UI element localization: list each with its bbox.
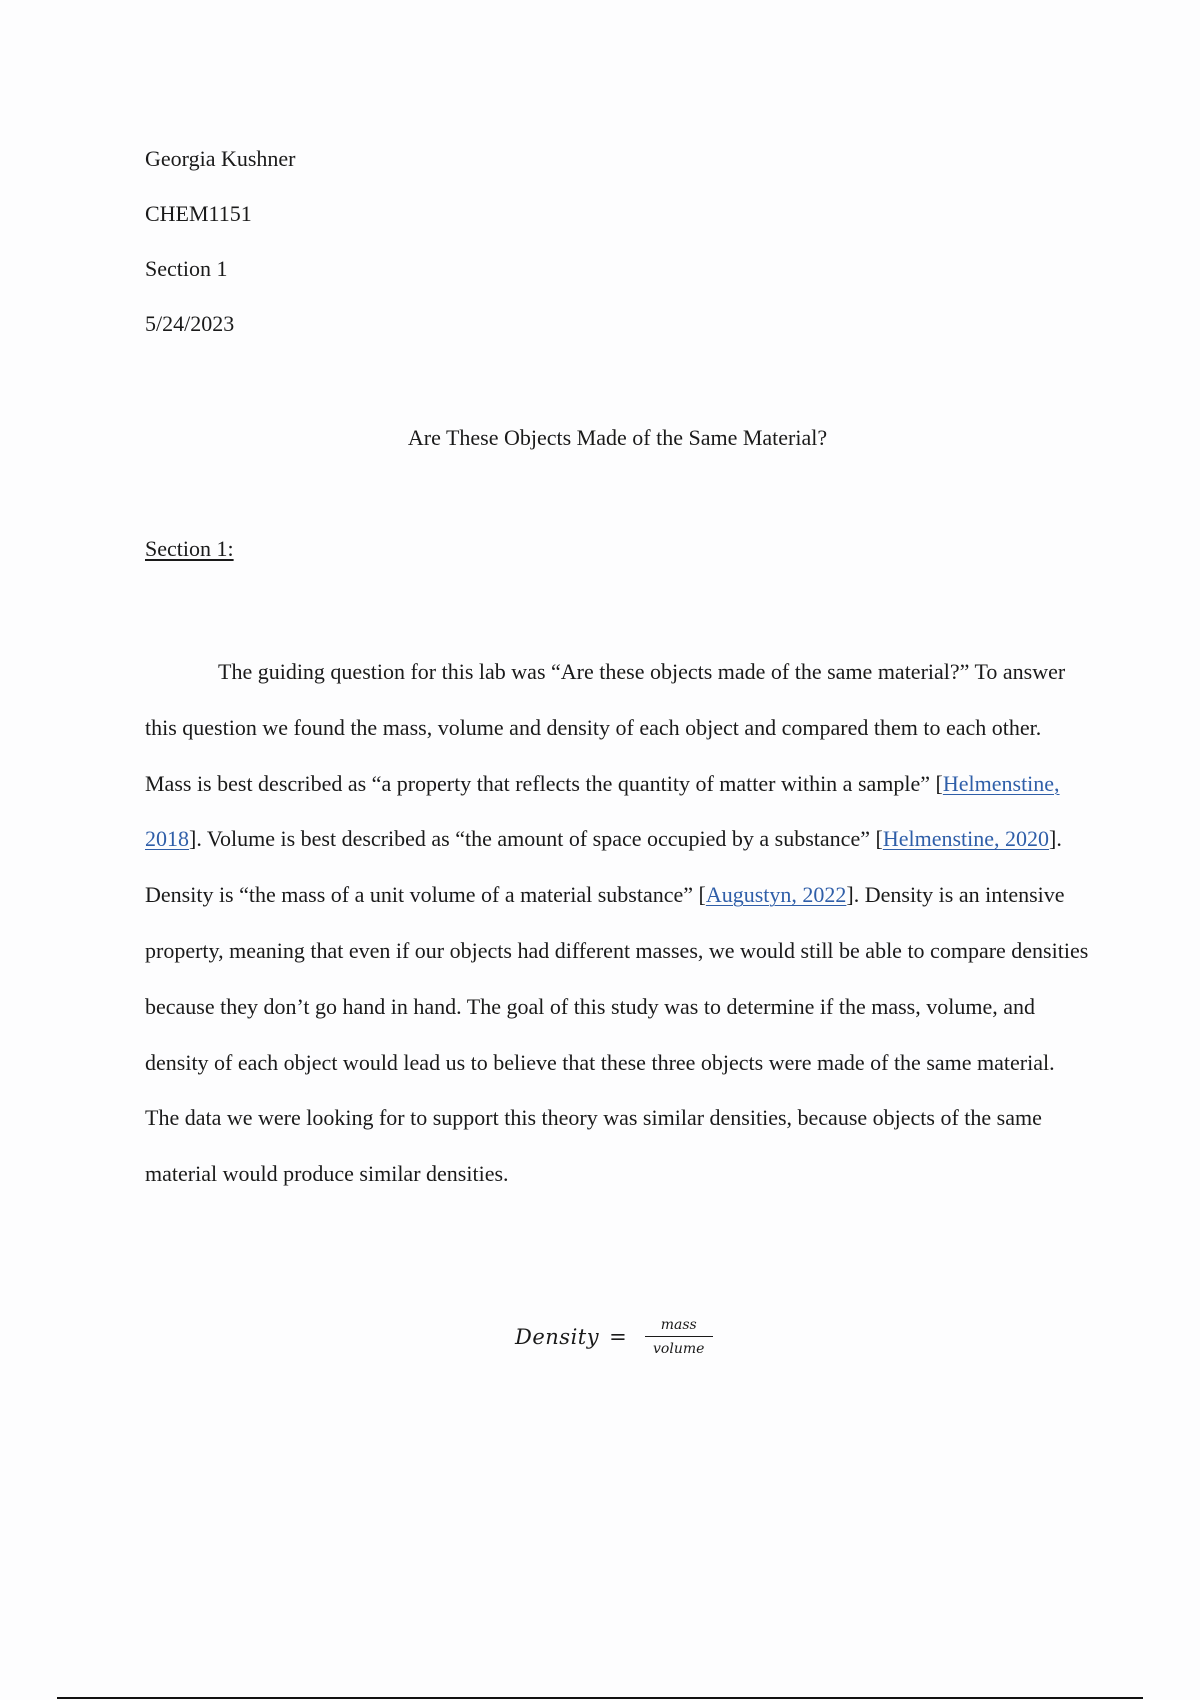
citation-link-helmenstine-2018[interactable]: Helmenstine, 2018 xyxy=(145,770,1060,852)
document-title: Are These Objects Made of the Same Material? xyxy=(407,425,828,450)
course-code: CHEM1151 xyxy=(145,201,252,226)
body-text-part-3: ]. Density is “the mass of a unit volume of a material substance” [ xyxy=(145,826,1062,908)
formula-fraction xyxy=(645,1316,713,1359)
formula-equals: = xyxy=(609,1325,627,1349)
body-text-part-1: The guiding question for this lab was “Are these objects made of the same material?” To answer this question we found the mass, volume and density of each object and compared them to each other. Mass is best described as “a property that reflects the quantity of matter within a sample” [ xyxy=(145,659,1066,796)
body-paragraph xyxy=(145,644,1090,1202)
body-text-part-4: ]. Density is an intensive property, meaning that even if our objects had different masses, we would still be able to compare densities because they don’t go hand in hand. The goal of this study was to determine if the mass, volume, and density of each object would lead us to believe that these three objects were made of the same material. The data we were looking for to support this theory was similar densities, because objects of the same material would produce similar densities. xyxy=(145,882,1089,1187)
formula-numerator: mass xyxy=(660,1316,697,1333)
course-section: Section 1 xyxy=(145,256,228,281)
author-name: Georgia Kushner xyxy=(145,146,296,171)
citation-link-helmenstine-2020[interactable]: Helmenstine, 2020 xyxy=(882,826,1050,852)
fraction-bar xyxy=(645,1336,713,1338)
body-text-part-2: ]. Volume is best described as “the amount of space occupied by a substance” [ xyxy=(189,826,883,852)
citation-link-augustyn-2022[interactable]: Augustyn, 2022 xyxy=(705,882,847,908)
page-bottom-rule xyxy=(57,1697,1143,1699)
section-heading: Section 1: xyxy=(145,536,234,561)
density-formula xyxy=(515,1312,713,1362)
document-date: 5/24/2023 xyxy=(145,311,235,336)
formula-lhs: Density xyxy=(515,1325,600,1349)
formula-denominator: volume xyxy=(653,1341,705,1358)
